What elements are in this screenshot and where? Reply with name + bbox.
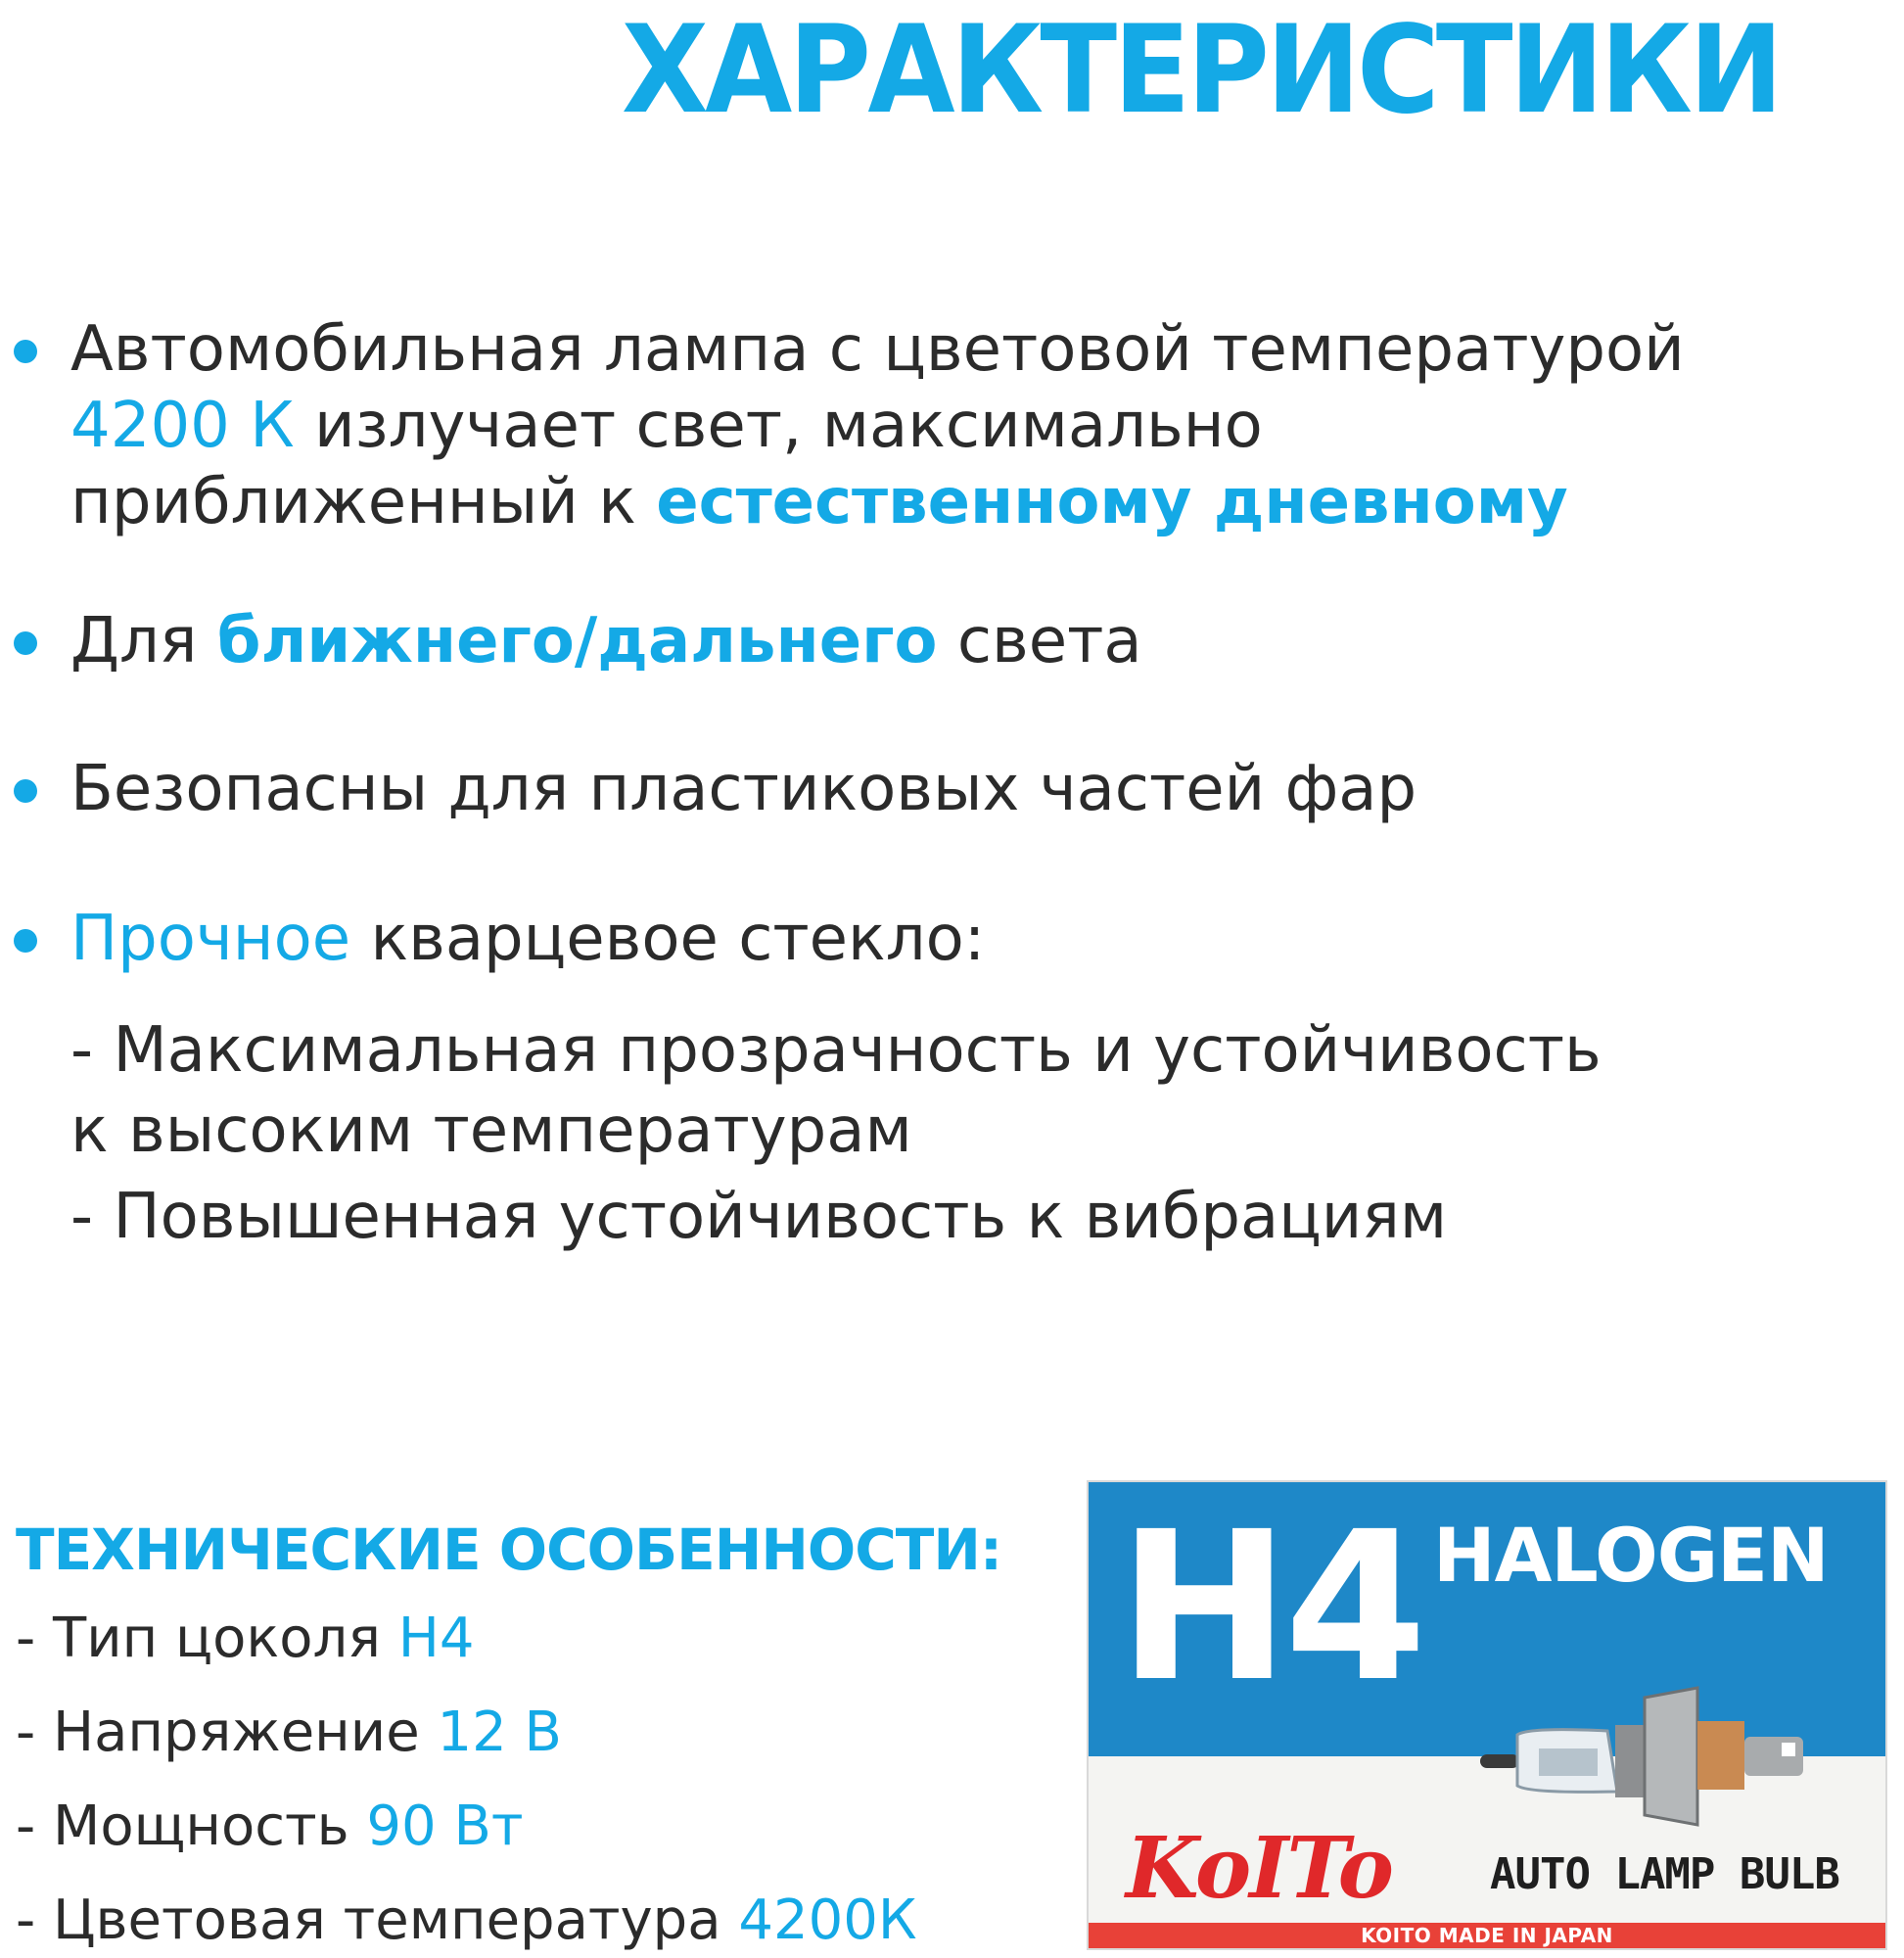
feature-item-plastic-safe	[29, 751, 1733, 827]
spec-label: - Напряжение	[16, 1701, 438, 1764]
spec-value: 90 Вт	[366, 1795, 524, 1858]
box-type: HALOGEN	[1433, 1512, 1829, 1599]
feature-text-part: Безопасны для пластиковых частей фар	[70, 753, 1417, 825]
spec-value: H4	[397, 1607, 475, 1670]
feature-text	[70, 603, 1733, 679]
bullet-icon	[14, 631, 37, 655]
feature-subitem: - Максимальная прозрачность и устойчивость	[70, 1014, 1602, 1087]
bullet-icon	[14, 340, 37, 363]
box-brand-logo: KoITo	[1126, 1819, 1392, 1918]
bullet-icon	[14, 929, 37, 953]
spec-row-power	[16, 1794, 524, 1860]
feature-item-color-temperature	[29, 311, 1733, 540]
bulb-icon	[1470, 1678, 1862, 1835]
feature-text	[70, 311, 1733, 540]
bullet-icon	[14, 779, 37, 803]
feature-text-part: излучает свет, максимально	[294, 390, 1263, 462]
feature-text-part: света	[937, 605, 1142, 677]
feature-highlight: Прочное	[70, 903, 351, 975]
feature-subitem: - Повышенная устойчивость к вибрациям	[70, 1181, 1448, 1253]
spec-value: 12 В	[437, 1701, 562, 1764]
spec-row-voltage	[16, 1700, 562, 1766]
feature-highlight: 4200 К	[70, 390, 295, 462]
tech-section-title: ТЕХНИЧЕСКИЕ ОСОБЕННОСТИ:	[16, 1516, 1002, 1583]
spec-row-color-temperature	[16, 1888, 917, 1954]
feature-text-part: Для	[70, 605, 217, 677]
spec-value: 4200К	[738, 1888, 917, 1952]
feature-text	[70, 901, 1733, 977]
box-product-name: AUTO LAMP BULB	[1490, 1849, 1839, 1899]
product-box-image	[1089, 1482, 1885, 1948]
spec-label: - Тип цоколя	[16, 1607, 398, 1670]
page-title: ХАРАКТЕРИСТИКИ	[621, 0, 1780, 141]
feature-subitem: к высоким температурам	[70, 1095, 912, 1167]
spec-row-base	[16, 1606, 475, 1672]
spec-label: - Цветовая температура	[16, 1888, 739, 1952]
feature-highlight: ближнего/дальнего	[216, 605, 938, 677]
feature-highlight: естественному дневному	[656, 466, 1568, 538]
box-made-in: KOITO MADE IN JAPAN	[1361, 1924, 1613, 1947]
feature-text-part: Автомобильная лампа с цветовой температурой	[70, 313, 1685, 386]
feature-item-quartz-glass	[29, 901, 1733, 977]
spec-label: - Мощность	[16, 1795, 367, 1858]
feature-text	[70, 751, 1733, 827]
box-model: H4	[1118, 1487, 1421, 1727]
feature-text-part: кварцевое стекло:	[350, 903, 986, 975]
feature-item-beam	[29, 603, 1733, 679]
feature-text-part: приближенный к	[70, 466, 657, 538]
